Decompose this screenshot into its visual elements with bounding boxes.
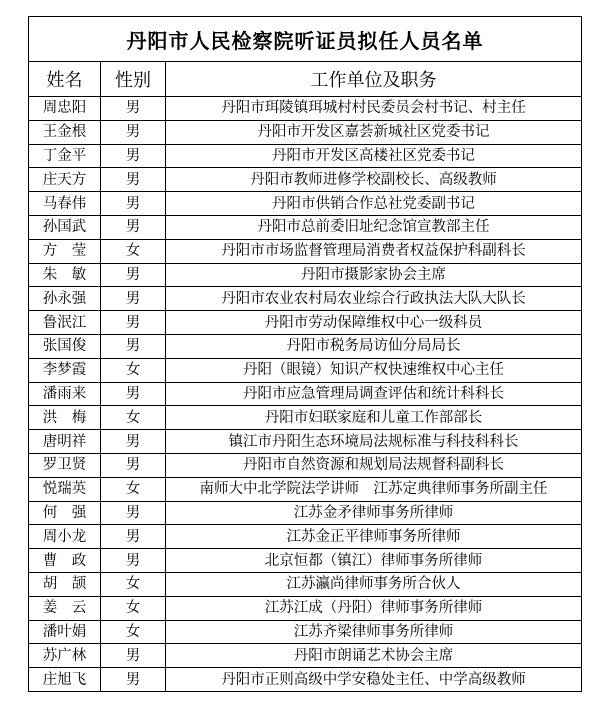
person-unit: 江苏金正平律师事务所律师	[166, 525, 582, 549]
table-row	[29, 525, 582, 549]
person-name: 庄天方	[29, 168, 101, 192]
person-name: 庄旭飞	[29, 668, 101, 692]
person-name: 孙国武	[29, 215, 101, 239]
person-gender: 男	[101, 501, 166, 525]
person-name: 姜 云	[29, 596, 101, 620]
table-row	[29, 192, 582, 216]
person-name: 王金根	[29, 120, 101, 144]
table-row	[29, 668, 582, 692]
person-gender: 女	[101, 596, 166, 620]
person-name: 朱 敏	[29, 263, 101, 287]
person-gender: 男	[101, 453, 166, 477]
person-unit: 丹阳市朗诵艺术协会主席	[166, 644, 582, 668]
person-gender: 男	[101, 430, 166, 454]
table-row	[29, 453, 582, 477]
person-unit: 丹阳市市场监督管理局消费者权益保护科副科长	[166, 239, 582, 263]
person-gender: 男	[101, 311, 166, 335]
person-unit: 江苏金矛律师事务所律师	[166, 501, 582, 525]
person-name: 潘叶娟	[29, 620, 101, 644]
person-name: 张国俊	[29, 334, 101, 358]
person-name: 周忠阳	[29, 97, 101, 121]
table-row	[29, 97, 582, 121]
table-row	[29, 144, 582, 168]
header-gender: 性别	[101, 62, 166, 97]
table-row	[29, 215, 582, 239]
person-name: 胡 颉	[29, 572, 101, 596]
person-unit: 丹阳市正则高级中学安稳处主任、中学高级教师	[166, 668, 582, 692]
table-row	[29, 572, 582, 596]
table-row	[29, 406, 582, 430]
person-name: 悦瑞英	[29, 477, 101, 501]
table-row	[29, 334, 582, 358]
person-unit: 丹阳市珥陵镇珥城村村民委员会村书记、村主任	[166, 97, 582, 121]
person-gender: 男	[101, 168, 166, 192]
person-gender: 女	[101, 620, 166, 644]
table-row	[29, 430, 582, 454]
person-gender: 男	[101, 120, 166, 144]
person-gender: 男	[101, 215, 166, 239]
table-row	[29, 311, 582, 335]
table-row	[29, 596, 582, 620]
person-unit: 丹阳市妇联家庭和儿童工作部部长	[166, 406, 582, 430]
person-unit: 北京恒都（镇江）律师事务所律师	[166, 549, 582, 573]
person-unit: 江苏江成（丹阳）律师事务所律师	[166, 596, 582, 620]
table-row	[29, 477, 582, 501]
person-name: 曹 政	[29, 549, 101, 573]
person-gender: 男	[101, 287, 166, 311]
person-unit: 丹阳市开发区高楼社区党委书记	[166, 144, 582, 168]
person-unit: 江苏瀛尚律师事务所合伙人	[166, 572, 582, 596]
person-unit: 丹阳市应急管理局调查评估和统计科科长	[166, 382, 582, 406]
person-name: 鲁泯江	[29, 311, 101, 335]
person-unit: 丹阳市自然资源和规划局法规督科副科长	[166, 453, 582, 477]
person-name: 潘雨来	[29, 382, 101, 406]
header-name: 姓名	[29, 62, 101, 97]
person-gender: 男	[101, 334, 166, 358]
header-unit: 工作单位及职务	[166, 62, 582, 97]
person-name: 苏广林	[29, 644, 101, 668]
person-name: 方 莹	[29, 239, 101, 263]
person-gender: 女	[101, 477, 166, 501]
table-row	[29, 501, 582, 525]
table-row	[29, 239, 582, 263]
person-unit: 丹阳市教师进修学校副校长、高级教师	[166, 168, 582, 192]
document-sheet	[28, 16, 581, 692]
person-gender: 男	[101, 144, 166, 168]
person-unit: 南师大中北学院法学讲师 江苏定典律师事务所副主任	[166, 477, 582, 501]
person-name: 洪 梅	[29, 406, 101, 430]
roster-table	[28, 16, 582, 692]
table-header-row	[29, 62, 582, 97]
person-gender: 女	[101, 358, 166, 382]
table-row	[29, 287, 582, 311]
table-row	[29, 549, 582, 573]
person-unit: 丹阳市开发区嘉荟新城社区党委书记	[166, 120, 582, 144]
person-name: 丁金平	[29, 144, 101, 168]
person-name: 周小龙	[29, 525, 101, 549]
person-gender: 男	[101, 525, 166, 549]
table-row	[29, 620, 582, 644]
person-name: 马春伟	[29, 192, 101, 216]
table-body	[29, 97, 582, 692]
table-row	[29, 168, 582, 192]
person-unit: 丹阳市税务局访仙分局局长	[166, 334, 582, 358]
person-unit: 江苏齐梁律师事务所律师	[166, 620, 582, 644]
person-gender: 女	[101, 406, 166, 430]
person-unit: 丹阳市农业农村局农业综合行政执法大队大队长	[166, 287, 582, 311]
document-title: 丹阳市人民检察院听证员拟任人员名单	[29, 17, 582, 62]
person-name: 李梦霞	[29, 358, 101, 382]
person-name: 孙永强	[29, 287, 101, 311]
person-gender: 男	[101, 192, 166, 216]
person-unit: 丹阳市摄影家协会主席	[166, 263, 582, 287]
table-row	[29, 644, 582, 668]
person-gender: 男	[101, 263, 166, 287]
person-name: 何 强	[29, 501, 101, 525]
person-gender: 男	[101, 668, 166, 692]
person-unit: 丹阳市供销合作总社党委副书记	[166, 192, 582, 216]
person-gender: 男	[101, 644, 166, 668]
table-row	[29, 358, 582, 382]
person-gender: 女	[101, 572, 166, 596]
table-row	[29, 120, 582, 144]
person-gender: 男	[101, 382, 166, 406]
person-name: 罗卫贤	[29, 453, 101, 477]
person-gender: 女	[101, 239, 166, 263]
person-unit: 丹阳（眼镜）知识产权快速维权中心主任	[166, 358, 582, 382]
table-row	[29, 382, 582, 406]
person-gender: 男	[101, 549, 166, 573]
table-row	[29, 263, 582, 287]
person-name: 唐明祥	[29, 430, 101, 454]
person-unit: 丹阳市总前委旧址纪念馆宣教部主任	[166, 215, 582, 239]
person-unit: 镇江市丹阳生态环境局法规标准与科技科科长	[166, 430, 582, 454]
person-unit: 丹阳市劳动保障维权中心一级科员	[166, 311, 582, 335]
person-gender: 男	[101, 97, 166, 121]
